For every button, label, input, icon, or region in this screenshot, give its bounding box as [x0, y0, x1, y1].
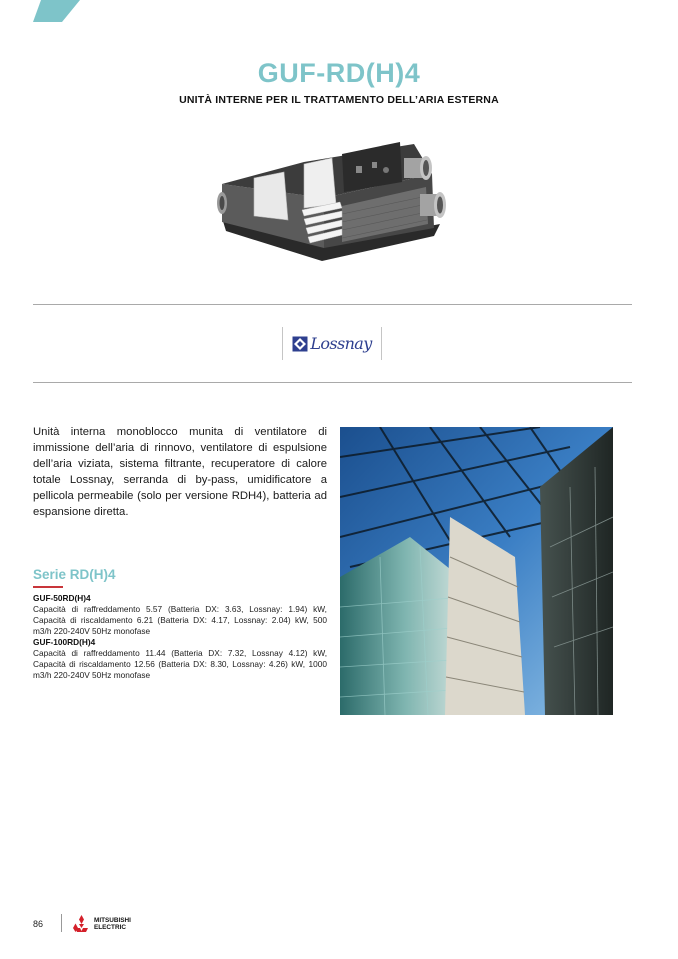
model-description: Capacità di raffreddamento 11.44 (Batteria DX: 7.32, Lossnay 4.12) kW, Capacità di riscaldamento 12.56 (Batteria DX: 8.30, Lossnay: 4.26) kW, 1000 m3/h 220-240V 50Hz monofase: [33, 648, 327, 680]
model-description: Capacità di raffreddamento 5.57 (Batteria DX: 3.63, Lossnay: 1.94) kW, Capacità di riscaldamento 6.21 (Batteria DX: 4.17, Lossnay: 2.04) kW, 500 m3/h 220-240V 50Hz monofase: [33, 604, 327, 636]
lossnay-logo-text: Lossnay: [310, 334, 372, 353]
brand-line-2: ELECTRIC: [94, 923, 126, 931]
model-item: [33, 637, 327, 681]
series-title: Serie RD(H)4: [33, 567, 116, 582]
top-divider: [33, 304, 632, 305]
model-item: [33, 593, 327, 637]
model-list: [33, 593, 327, 681]
atrium-photo: [340, 427, 613, 715]
series-underline: [33, 586, 63, 588]
model-name: GUF-100RD(H)4: [33, 637, 96, 647]
model-name: GUF-50RD(H)4: [33, 593, 91, 603]
lossnay-mark-icon: [292, 336, 308, 352]
mitsubishi-electric-logo: [71, 915, 131, 932]
unit-product-image: [214, 136, 450, 262]
page-number: 86: [33, 919, 44, 929]
page-title: GUF-RD(H)4: [257, 58, 421, 88]
intro-paragraph: Unità interna monoblocco munita di ventilatore di immissione dell’aria di rinnovo, ventilatore di espulsione dell’aria viziata, sistema filtrante, recuperatore di calore totale Lossnay, serranda di by-pass, umidificatore a pellicola permeabile (solo per versione RDH4), batteria ad espansione diretta.: [33, 426, 327, 518]
bottom-divider: [33, 382, 632, 383]
corner-tab-decoration: [0, 0, 80, 22]
brand-line-1: MITSUBISHI: [94, 916, 131, 924]
footer-divider: [61, 914, 62, 932]
lossnay-logo: [282, 327, 382, 360]
page-subtitle: UNITÀ INTERNE PER IL TRATTAMENTO DELL’ARIA ESTERNA: [179, 94, 499, 106]
mitsubishi-diamonds-icon: [71, 915, 92, 932]
